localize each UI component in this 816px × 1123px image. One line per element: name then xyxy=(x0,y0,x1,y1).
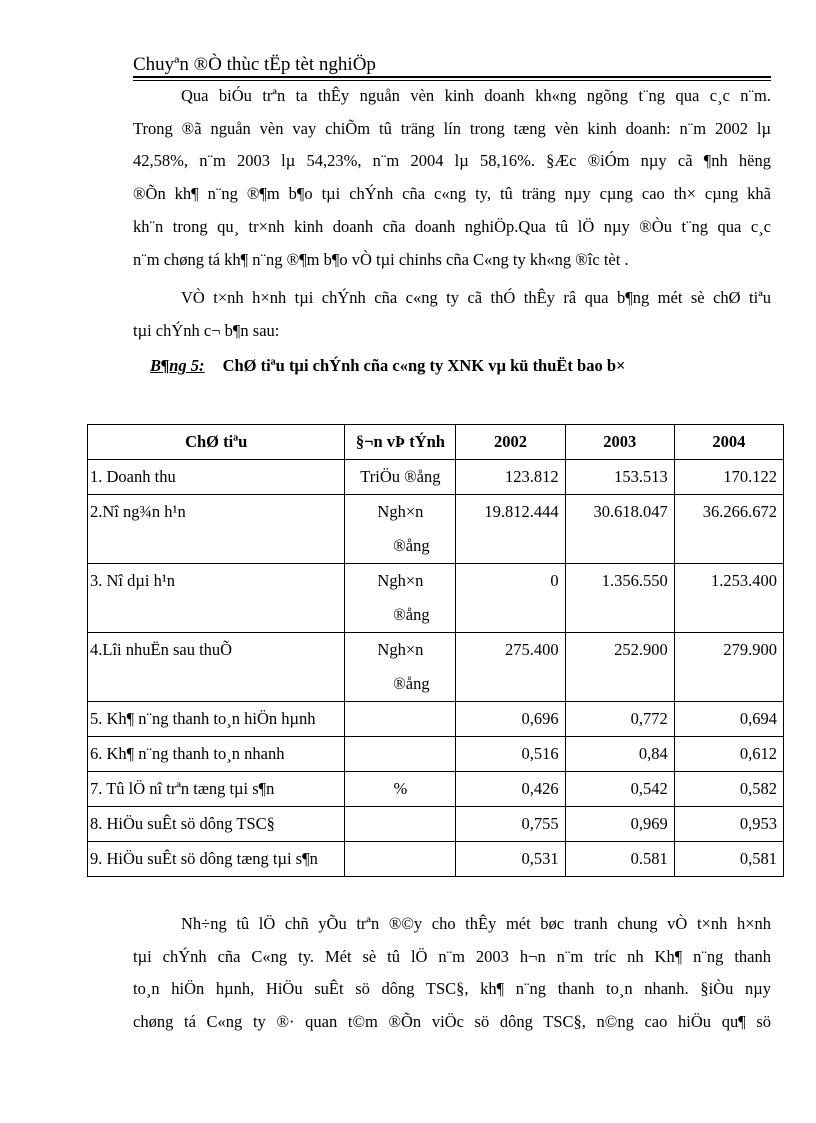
table-row xyxy=(88,807,784,842)
row-unit xyxy=(345,633,456,702)
row-unit-line: Ngh×n xyxy=(377,640,424,659)
paragraph-line: 42,58%, n¨m 2003 lµ 54,23%, n¨m 2004 lµ 58,16%. §Æc ®iÓm nµy cã ¶nh hëng xyxy=(133,151,771,171)
table-caption-text: ChØ tiªu tµi chÝnh cña c«ng ty XNK vµ kü thuËt bao b× xyxy=(222,356,626,375)
header-year-2004: 2004 xyxy=(674,425,783,460)
row-unit xyxy=(345,702,456,737)
row-value-2004: 1.253.400 xyxy=(674,564,783,633)
header-rule-thick xyxy=(133,76,771,78)
row-value-2004: 0,581 xyxy=(674,842,783,877)
table-header-row xyxy=(88,425,784,460)
row-indicator: 7. Tû lÖ nî trªn tæng tµi s¶n xyxy=(88,772,345,807)
table-row xyxy=(88,842,784,877)
table-row xyxy=(88,702,784,737)
row-value-2003: 0.581 xyxy=(565,842,674,877)
row-value-2002: 0,516 xyxy=(456,737,565,772)
header-year-2002: 2002 xyxy=(456,425,565,460)
table-row xyxy=(88,737,784,772)
row-indicator: 8. HiÖu suÊt sö dông TSC§ xyxy=(88,807,345,842)
row-indicator: 1. Doanh thu xyxy=(88,460,345,495)
row-unit-line: Ngh×n xyxy=(377,571,424,590)
table-caption xyxy=(150,356,625,376)
financial-indicators-table xyxy=(87,424,784,877)
row-indicator: 2.Nî ng¾n h¹n xyxy=(88,495,345,564)
paragraph-line: kh¨n trong qu¸ tr×nh kinh doanh cña doanh nghiÖp.Qua tû lÖ nµy ®Òu t¨ng qua c¸c xyxy=(133,216,771,236)
paragraph-financial-intro xyxy=(133,282,771,347)
table-row xyxy=(88,564,784,633)
table-row xyxy=(88,460,784,495)
row-value-2002: 0 xyxy=(456,564,565,633)
header-indicator: ChØ tiªu xyxy=(88,425,345,460)
row-value-2003: 30.618.047 xyxy=(565,495,674,564)
paragraph-line: tµi chÝnh c¬ b¶n sau: xyxy=(133,320,280,340)
page-header-title: Chuyªn ®Ò thùc tËp tèt nghiÖp xyxy=(133,54,376,75)
paragraph-line: Qua biÓu trªn ta thÊy nguån vèn kinh doanh kh«ng ngõng t¨ng qua c¸c n¨m. xyxy=(181,86,771,105)
row-value-2004: 0,953 xyxy=(674,807,783,842)
paragraph-line: Trong ®ã nguån vèn vay chiÕm tû träng lín trong tæng vèn kinh doanh: n¨m 2002 lµ xyxy=(133,118,771,138)
row-unit-line: Ngh×n xyxy=(377,502,424,521)
row-indicator: 9. HiÖu suÊt sö dông tæng tµi s¶n xyxy=(88,842,345,877)
row-value-2002: 275.400 xyxy=(456,633,565,702)
row-value-2004: 0,694 xyxy=(674,702,783,737)
row-unit xyxy=(345,842,456,877)
row-indicator: 5. Kh¶ n¨ng thanh to¸n hiÖn hµnh xyxy=(88,702,345,737)
row-unit xyxy=(345,495,456,564)
row-unit xyxy=(345,460,456,495)
row-value-2002: 0,531 xyxy=(456,842,565,877)
row-unit xyxy=(345,564,456,633)
row-unit-line: ®ång xyxy=(393,536,430,555)
paragraph-line: chøng tá C«ng ty ®· quan t©m ®Õn viÖc sö dông TSC§, n©ng cao hiÖu qu¶ sö xyxy=(133,1012,771,1032)
row-unit-line: TriÖu ®ång xyxy=(360,467,441,486)
row-value-2002: 19.812.444 xyxy=(456,495,565,564)
table-row xyxy=(88,495,784,564)
row-unit xyxy=(345,807,456,842)
table-row xyxy=(88,633,784,702)
row-value-2004: 170.122 xyxy=(674,460,783,495)
paragraph-ratio-analysis xyxy=(133,908,771,1039)
row-value-2004: 0,612 xyxy=(674,737,783,772)
row-value-2003: 0,542 xyxy=(565,772,674,807)
row-value-2002: 0,696 xyxy=(456,702,565,737)
row-unit: % xyxy=(345,772,456,807)
paragraph-capital-structure xyxy=(133,80,771,276)
row-value-2003: 0,969 xyxy=(565,807,674,842)
row-unit-line: ®ång xyxy=(393,674,430,693)
header-unit: §¬n vÞ tÝnh xyxy=(345,425,456,460)
row-value-2002: 123.812 xyxy=(456,460,565,495)
row-value-2002: 0,755 xyxy=(456,807,565,842)
paragraph-line: n¨m chøng tá kh¶ n¨ng ®¶m b¶o vÒ tµi chinhs cña C«ng ty kh«ng ®îc tèt . xyxy=(133,249,629,269)
row-unit-line: ®ång xyxy=(393,605,430,624)
table-row xyxy=(88,772,784,807)
paragraph-line: ®Õn kh¶ n¨ng ®¶m b¶o tµi chÝnh cña c«ng ty, tû träng nµy cµng cao th× cµng khã xyxy=(133,184,771,204)
row-value-2004: 36.266.672 xyxy=(674,495,783,564)
row-value-2003: 0,84 xyxy=(565,737,674,772)
row-value-2003: 252.900 xyxy=(565,633,674,702)
paragraph-line: tµi chÝnh cña C«ng ty. Mét sè tû lÖ n¨m 2003 h¬n n¨m tríc nh Kh¶ n¨ng thanh xyxy=(133,946,771,966)
paragraph-line: VÒ t×nh h×nh tµi chÝnh cña c«ng ty cã thÓ thÊy râ qua b¶ng mét sè chØ tiªu xyxy=(181,288,771,307)
row-indicator: 6. Kh¶ n¨ng thanh to¸n nhanh xyxy=(88,737,345,772)
row-value-2003: 153.513 xyxy=(565,460,674,495)
row-value-2004: 0,582 xyxy=(674,772,783,807)
paragraph-line: Nh÷ng tû lÖ chñ yÕu trªn ®©y cho thÊy mét bøc tranh chung vÒ t×nh h×nh xyxy=(181,914,771,933)
header-year-2003: 2003 xyxy=(565,425,674,460)
paragraph-line: to¸n hiÖn hµnh, HiÖu suÊt sö dông TSC§, kh¶ n¨ng thanh to¸n nhanh. §iÒu nµy xyxy=(133,979,771,999)
table-caption-label: B¶ng 5: xyxy=(150,356,205,375)
row-value-2003: 1.356.550 xyxy=(565,564,674,633)
row-indicator: 4.Lîi nhuËn sau thuÕ xyxy=(88,633,345,702)
row-value-2004: 279.900 xyxy=(674,633,783,702)
row-value-2002: 0,426 xyxy=(456,772,565,807)
row-value-2003: 0,772 xyxy=(565,702,674,737)
row-unit xyxy=(345,737,456,772)
row-indicator: 3. Nî dµi h¹n xyxy=(88,564,345,633)
